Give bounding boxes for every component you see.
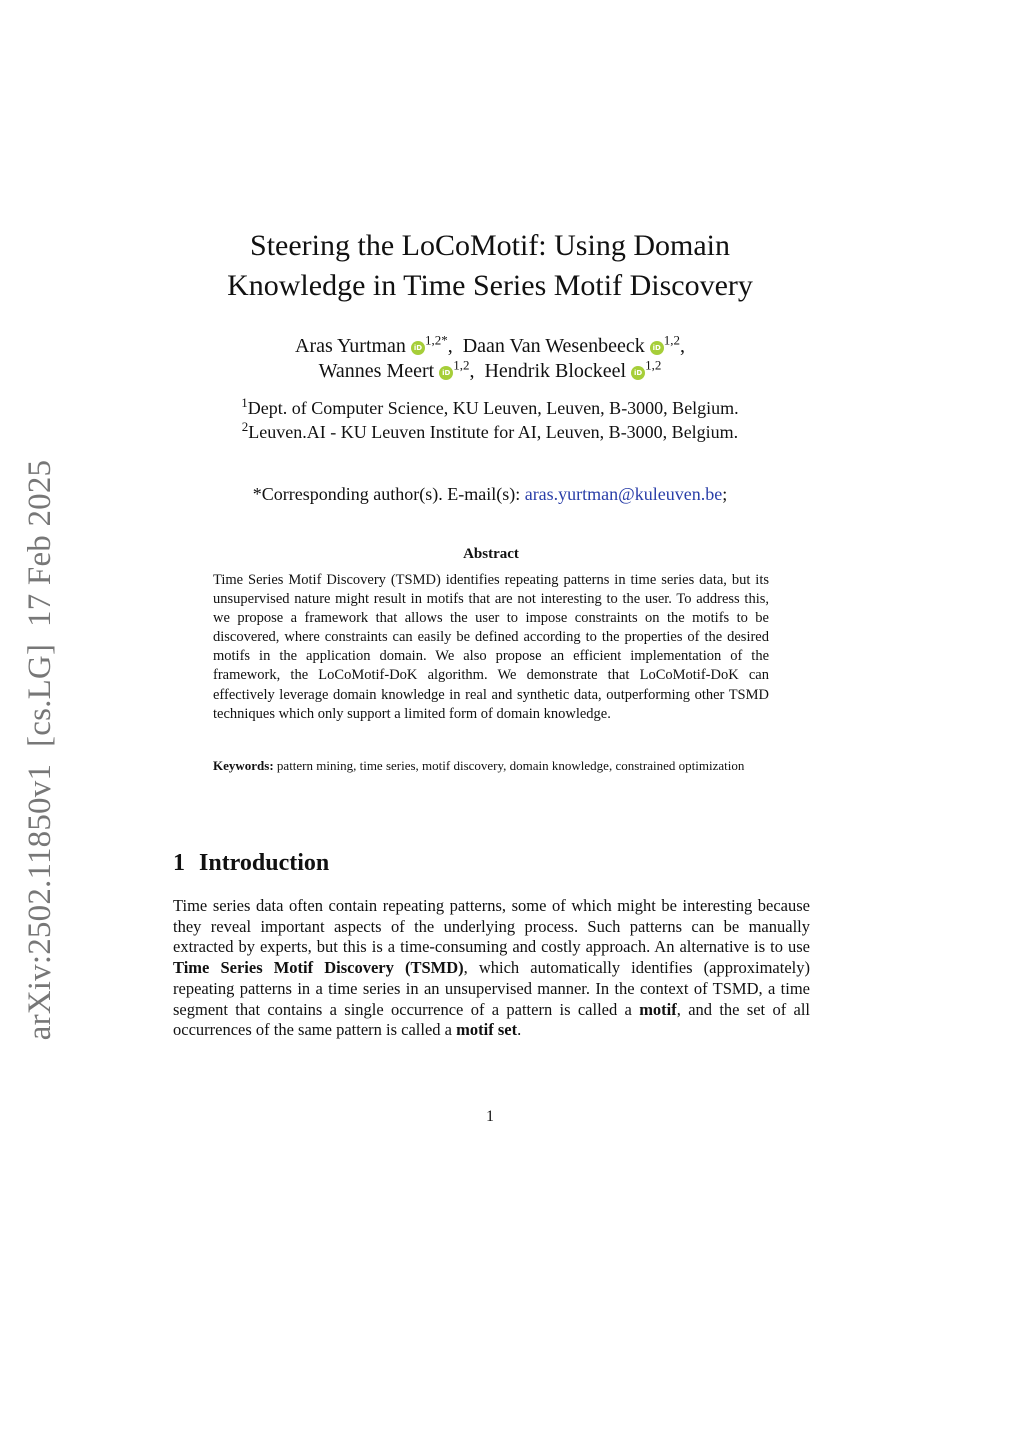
intro-text: , and the set of all occurrences of the same pattern is called a: [173, 999, 811, 1040]
paper-title: [150, 226, 830, 306]
author-entry: [484, 357, 662, 382]
email-link[interactable]: aras.yurtman@kuleuven.be: [524, 484, 723, 504]
affiliation-mark: 1: [241, 395, 248, 410]
orcid-icon[interactable]: iD: [650, 341, 664, 355]
affiliation-text: Leuven.AI - KU Leuven Institute for AI, Leuven, B-3000, Belgium.: [248, 422, 739, 442]
affiliation-line: [150, 396, 830, 420]
author-affiliation-mark: 1,2: [663, 332, 680, 348]
author-entry: [295, 332, 453, 357]
keywords: [213, 757, 769, 774]
keywords-label: Keywords:: [213, 758, 274, 773]
affiliations: [150, 396, 830, 444]
intro-term-motif: motif: [639, 999, 677, 1019]
intro-term-motif-set: motif set: [456, 1020, 518, 1040]
affiliation-text: Dept. of Computer Science, KU Leuven, Leuven, B-3000, Belgium.: [247, 398, 739, 418]
intro-paragraph: [173, 896, 810, 1041]
affiliation-mark: 2: [241, 419, 249, 434]
orcid-icon[interactable]: iD: [631, 366, 645, 380]
author-separator: ,: [679, 335, 685, 357]
orcid-icon[interactable]: iD: [439, 366, 453, 380]
abstract-heading: Abstract: [463, 546, 519, 562]
title-line-1: Steering the LoCoMotif: Using Domain: [250, 229, 730, 262]
section-title: Introduction: [199, 850, 330, 876]
author-list: [150, 334, 830, 384]
author-name: Daan Van Wesenbeeck: [462, 335, 645, 357]
intro-text: , which automatically identifies (approximately) repeating patterns in a time series in an unsupervised manner. In the context of TSMD, a time segment that contains a single occurrence of a pattern is called a: [173, 958, 810, 1019]
author-name: Hendrik Blockeel: [484, 360, 627, 382]
title-line-2: Knowledge in Time Series Motif Discovery: [227, 269, 753, 302]
keywords-text: pattern mining, time series, motif discovery, domain knowledge, constrained optimization: [273, 758, 745, 773]
arxiv-identifier: arXiv:2502.11850v1 [cs.LG] 17 Feb 2025: [22, 459, 58, 1041]
intro-text: .: [517, 1020, 522, 1040]
intro-text: Time series data often contain repeating patterns, some of which might be interesting because they reveal important aspects of the underlying process. Such patterns can be manually extracted by experts, but this is a time-consuming and costly approach. An alternative is to use: [173, 896, 810, 957]
corresponding-author: [150, 482, 830, 506]
intro-term-tsmd: Time Series Motif Discovery (TSMD): [173, 958, 464, 978]
author-separator: ,: [447, 335, 453, 357]
abstract-body: Time Series Motif Discovery (TSMD) identifies repeating patterns in time series data, but its unsupervised nature might result in motifs that are not interesting to the user. To address this, we propose a framework that allows the user to impose constraints on the motifs to be discovered, where constraints can easily be defined according to the properties of the desired motifs in the application domain. We also propose an efficient implementation of the framework, the LoCoMotif-DoK algorithm. We demonstrate that LoCoMotif-DoK can effectively leverage domain knowledge in real and synthetic data, outperforming other TSMD techniques which only support a limited form of domain knowledge.: [213, 572, 769, 722]
page-number: 1: [486, 1108, 494, 1125]
author-entry: [318, 357, 475, 382]
section-heading: [173, 850, 329, 877]
author-name: Aras Yurtman: [295, 335, 406, 357]
orcid-icon[interactable]: iD: [411, 341, 425, 355]
affiliation-line: [150, 420, 830, 444]
author-entry: [462, 332, 685, 357]
author-name: Wannes Meert: [318, 360, 435, 382]
corresponding-prefix: *Corresponding author(s). E-mail(s):: [252, 484, 525, 504]
author-separator: ,: [469, 360, 475, 382]
author-affiliation-mark: 1,2: [645, 357, 662, 373]
author-affiliation-mark: 1,2*: [424, 332, 448, 348]
section-number: 1: [173, 850, 185, 876]
corresponding-suffix: ;: [722, 484, 728, 504]
author-affiliation-mark: 1,2: [453, 357, 470, 373]
